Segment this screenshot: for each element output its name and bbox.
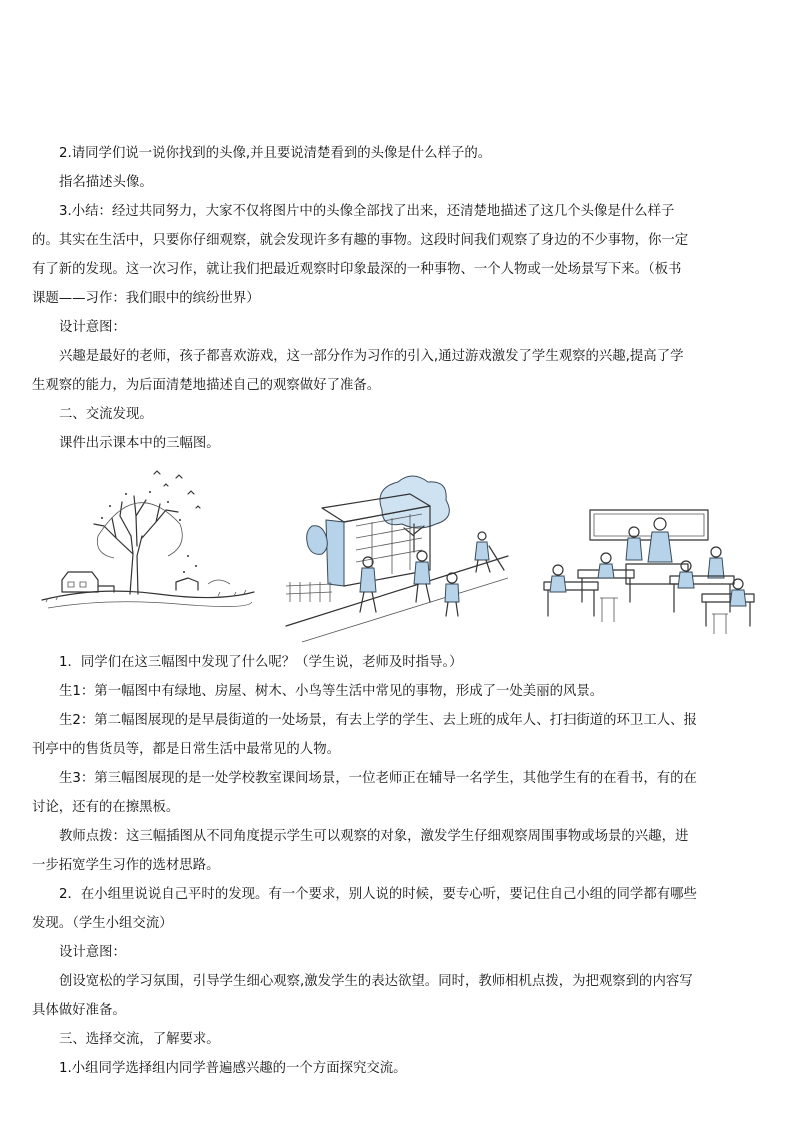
summary-line-2: 的。其实在生活中，只要你仔细观察，就会发现许多有趣的事物。这段时间我们观察了身边的不少事物，你一定	[32, 233, 689, 248]
student-answer-2-line-2: 刊亭中的售货员等，都是日常生活中最常见的人物。	[32, 742, 340, 757]
summary-line-1: 3.小结：经过共同努力，大家不仅将图片中的头像全部找了出来，还清楚地描述了这几个头像是什么样子	[59, 204, 675, 219]
paragraph-1: 2.请同学们说一说你找到的头像,并且要说清楚看到的头像是什么样子的。	[59, 146, 492, 161]
courseware-note: 课件出示课本中的三幅图。	[59, 436, 220, 451]
design-intent-line-1: 兴趣是最好的老师，孩子都喜欢游戏，这一部分作为习作的引入,通过游戏激发了学生观察的兴趣,提高了学	[59, 349, 684, 364]
student-answer-1: 生1：第一幅图中有绿地、房屋、树木、小鸟等生活中常见的事物，形成了一处美丽的风景。	[59, 684, 604, 699]
classroom-illustration	[538, 466, 762, 636]
teacher-tip-line-1: 教师点拨：这三幅插图从不同角度提示学生可以观察的对象，激发学生仔细观察周围事物或场景的兴趣，进	[59, 829, 689, 844]
student-answer-3-line-1: 生3：第三幅图展现的是一处学校教室课间场景，一位老师正在辅导一名学生，其他学生有的在看书，有的在	[59, 771, 697, 786]
street-illustration	[282, 466, 514, 646]
question-2-line-2: 发现。（学生小组交流）	[32, 916, 173, 931]
summary-line-3: 有了新的发现。这一次习作，就让我们把最近观察时印象最深的一种事物、一个人物或一处场景写下来。（板书	[32, 262, 682, 277]
student-answer-3-line-2: 讨论，还有的在擦黑板。	[32, 800, 180, 815]
summary-line-4: 课题——习作：我们眼中的缤纷世界）	[32, 291, 260, 306]
design-intent-2-line-1: 创设宽松的学习氛围，引导学生细心观察,激发学生的表达欲望。同时，教师相机点拨，为把观察到的内容写	[59, 974, 693, 989]
landscape-illustration	[38, 466, 258, 616]
paragraph-2: 指名描述头像。	[59, 175, 153, 190]
design-intent-label-1: 设计意图：	[59, 320, 126, 335]
question-2-line-1: 2．在小组里说说自己平时的发现。有一个要求，别人说的时候，要专心听，要记住自己小组的同学都有哪些	[59, 887, 697, 902]
textbook-illustrations	[0, 466, 794, 646]
question-1: 1．同学们在这三幅图中发现了什么呢？（学生说，老师及时指导。）	[59, 655, 463, 670]
design-intent-line-2: 生观察的能力，为后面清楚地描述自己的观察做好了准备。	[32, 378, 381, 393]
design-intent-2-line-2: 具体做好准备。	[32, 1003, 126, 1018]
design-intent-label-2: 设计意图：	[59, 945, 126, 960]
section-heading-3: 三、选择交流，了解要求。	[59, 1032, 220, 1047]
last-item: 1.小组同学选择组内同学普遍感兴趣的一个方面探究交流。	[59, 1061, 407, 1076]
teacher-tip-line-2: 一步拓宽学生习作的选材思路。	[32, 858, 220, 873]
street-people	[360, 532, 504, 616]
section-heading-2: 二、交流发现。	[59, 407, 153, 422]
student-answer-2-line-1: 生2：第二幅图展现的是早晨街道的一处场景，有去上学的学生、去上班的成年人、打扫街道的环卫工人、报	[59, 713, 697, 728]
